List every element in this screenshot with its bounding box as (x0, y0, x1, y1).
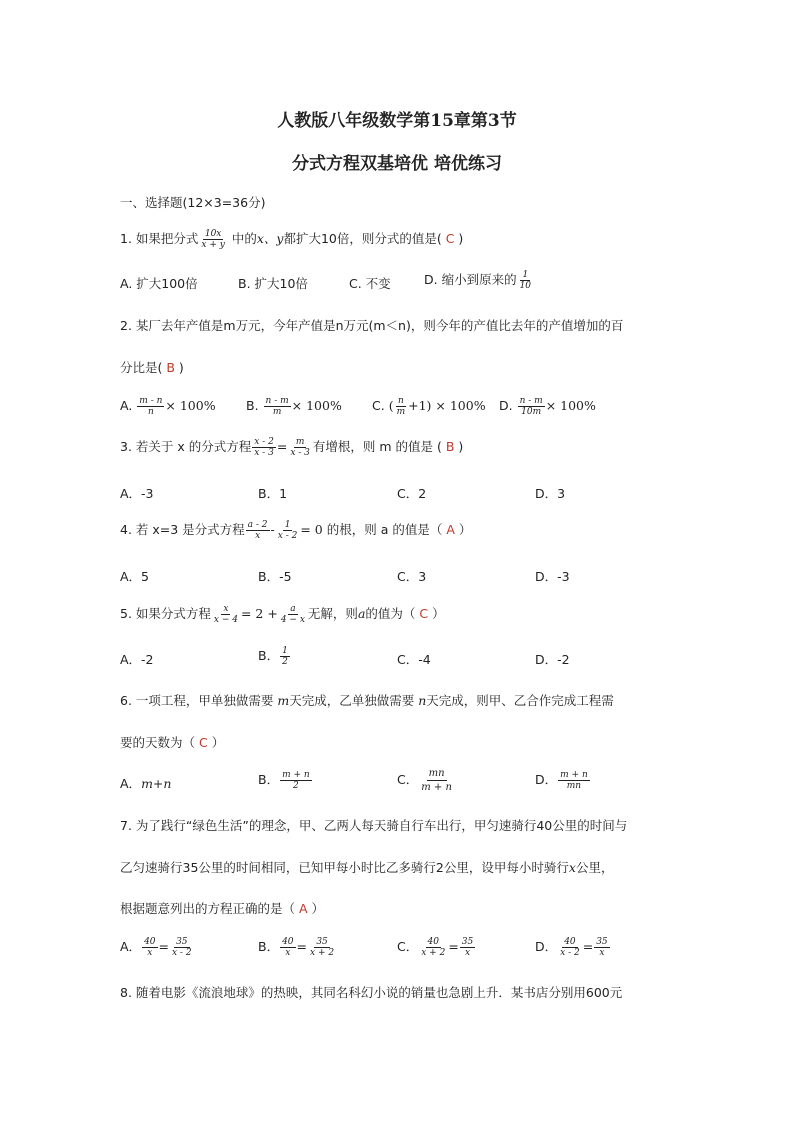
question-3: 3. 若关于 x 的分式方程 $\frac{x - 2}{x - 3}$ = $\frac{m}{x - 3}$ 有增根，则 m 的值是 ( B ) (120, 437, 464, 458)
q5-option-b: B． $\frac{1}{2}$ (258, 646, 288, 667)
q2-option-b: B. $\frac{n - m}{m}$ × 100% (246, 396, 342, 417)
q1-option-c: C. 不变 (349, 276, 391, 291)
question-7: 7. 为了践行“绿色生活”的理念，甲、乙两人每天骑自行车出行，甲匀速骑行40公里的时间与 (120, 818, 628, 833)
q6-option-a: A．m+n (120, 776, 172, 791)
q4-answer: A (446, 522, 455, 537)
q5-answer: C (419, 606, 429, 621)
question-8: 8. 随着电影《流浪地球》的热映，其同名科幻小说的销量也急剧上升．某书店分别用600元 (120, 985, 623, 1000)
q1-option-b: B. 扩大10倍 (238, 276, 308, 291)
q7-option-d: D． $\frac{40}{x - 2}$ = $\frac{35}{x}$ (535, 937, 608, 958)
q6-option-b: B． $\frac{m + n}{2}$ (258, 770, 310, 791)
q3-option-c: C．2 (397, 486, 427, 501)
q4-option-b: B．-5 (258, 569, 292, 584)
q6-answer: C (198, 735, 208, 750)
q5-option-a: A．-2 (120, 652, 154, 667)
q6-option-d: D． $\frac{m + n}{mn}$ (535, 770, 588, 791)
q3-option-a: A．-3 (120, 486, 154, 501)
q5-option-d: D．-2 (535, 652, 570, 667)
q1-text: 1. 如果把分式 (120, 231, 199, 246)
q4-option-d: D．-3 (535, 569, 570, 584)
q2-answer: B (166, 360, 175, 375)
question-5: 5. 如果分式方程 $\frac{x}{x - 4}$ = 2 + $\frac{a}{4 - x}$ 无解，则a的值为（ C ） (120, 604, 445, 625)
q2-option-a: A. $\frac{m - n}{n}$ × 100% (120, 396, 216, 417)
question-6: 6. 一项工程，甲单独做需要 m天完成，乙单独做需要 n天完成，则甲、乙合作完成工程需 (120, 693, 614, 708)
section-heading: 一、选择题(12×3=36分) (120, 195, 266, 210)
q6-option-c: C． $\frac{mn}{m + n}$ (397, 768, 452, 793)
q5-option-c: C．-4 (397, 652, 431, 667)
page-subtitle: 分式方程双基培优 培优练习 (292, 154, 502, 174)
question-2-cont: 分比是( B ) (120, 360, 184, 375)
q1-option-d: D. 缩小到原来的 $\frac{1}{10}$ (424, 270, 532, 291)
q4-option-c: C．3 (397, 569, 427, 584)
q7-option-a: A． $\frac{40}{x}$ = $\frac{35}{x - 2}$ (120, 937, 192, 958)
q2-option-d: D. $\frac{n - m}{10m}$ × 100% (499, 396, 596, 417)
question-2: 2. 某厂去年产值是m万元，今年产值是n万元(m＜n)，则今年的产值比去年的产值增加的百 (120, 318, 624, 333)
q7-answer: A (298, 901, 308, 916)
q7-option-c: C． $\frac{40}{x + 2}$ = $\frac{35}{x}$ (397, 937, 474, 958)
q3-option-b: B．1 (258, 486, 288, 501)
question-6-cont: 要的天数为（ C ） (120, 735, 225, 750)
q1-fraction: $\frac{10x}{x + y}$ (201, 229, 225, 250)
q3-answer: B (445, 439, 455, 454)
q3-option-d: D．3 (535, 486, 566, 501)
question-1: 1. 如果把分式 $\frac{10x}{x + y}$ 中的x、y都扩大10倍，则分式的值是( C ) (120, 229, 464, 250)
q7-option-b: B． $\frac{40}{x}$ = $\frac{35}{x + 2}$ (258, 937, 335, 958)
q1-answer: C (445, 231, 455, 246)
question-7-cont: 乙匀速骑行35公里的时间相同，已知甲每小时比乙多骑行2公里，设甲每小时骑行x公里， (120, 860, 614, 875)
question-7-cont2: 根据题意列出的方程正确的是（ A ） (120, 901, 325, 916)
q4-option-a: A．5 (120, 569, 150, 584)
q2-option-c: C. ( $\frac{n}{m}$ +1) × 100% (372, 396, 486, 417)
page-title: 人教版八年级数学第15章第3节 (277, 111, 517, 131)
question-4: 4. 若 x=3 是分式方程 $\frac{a - 2}{x}$ - $\frac{1}{x - 2}$ = 0 的根，则 a 的值是（ A ） (120, 520, 472, 541)
q1-option-a: A. 扩大100倍 (120, 276, 198, 291)
